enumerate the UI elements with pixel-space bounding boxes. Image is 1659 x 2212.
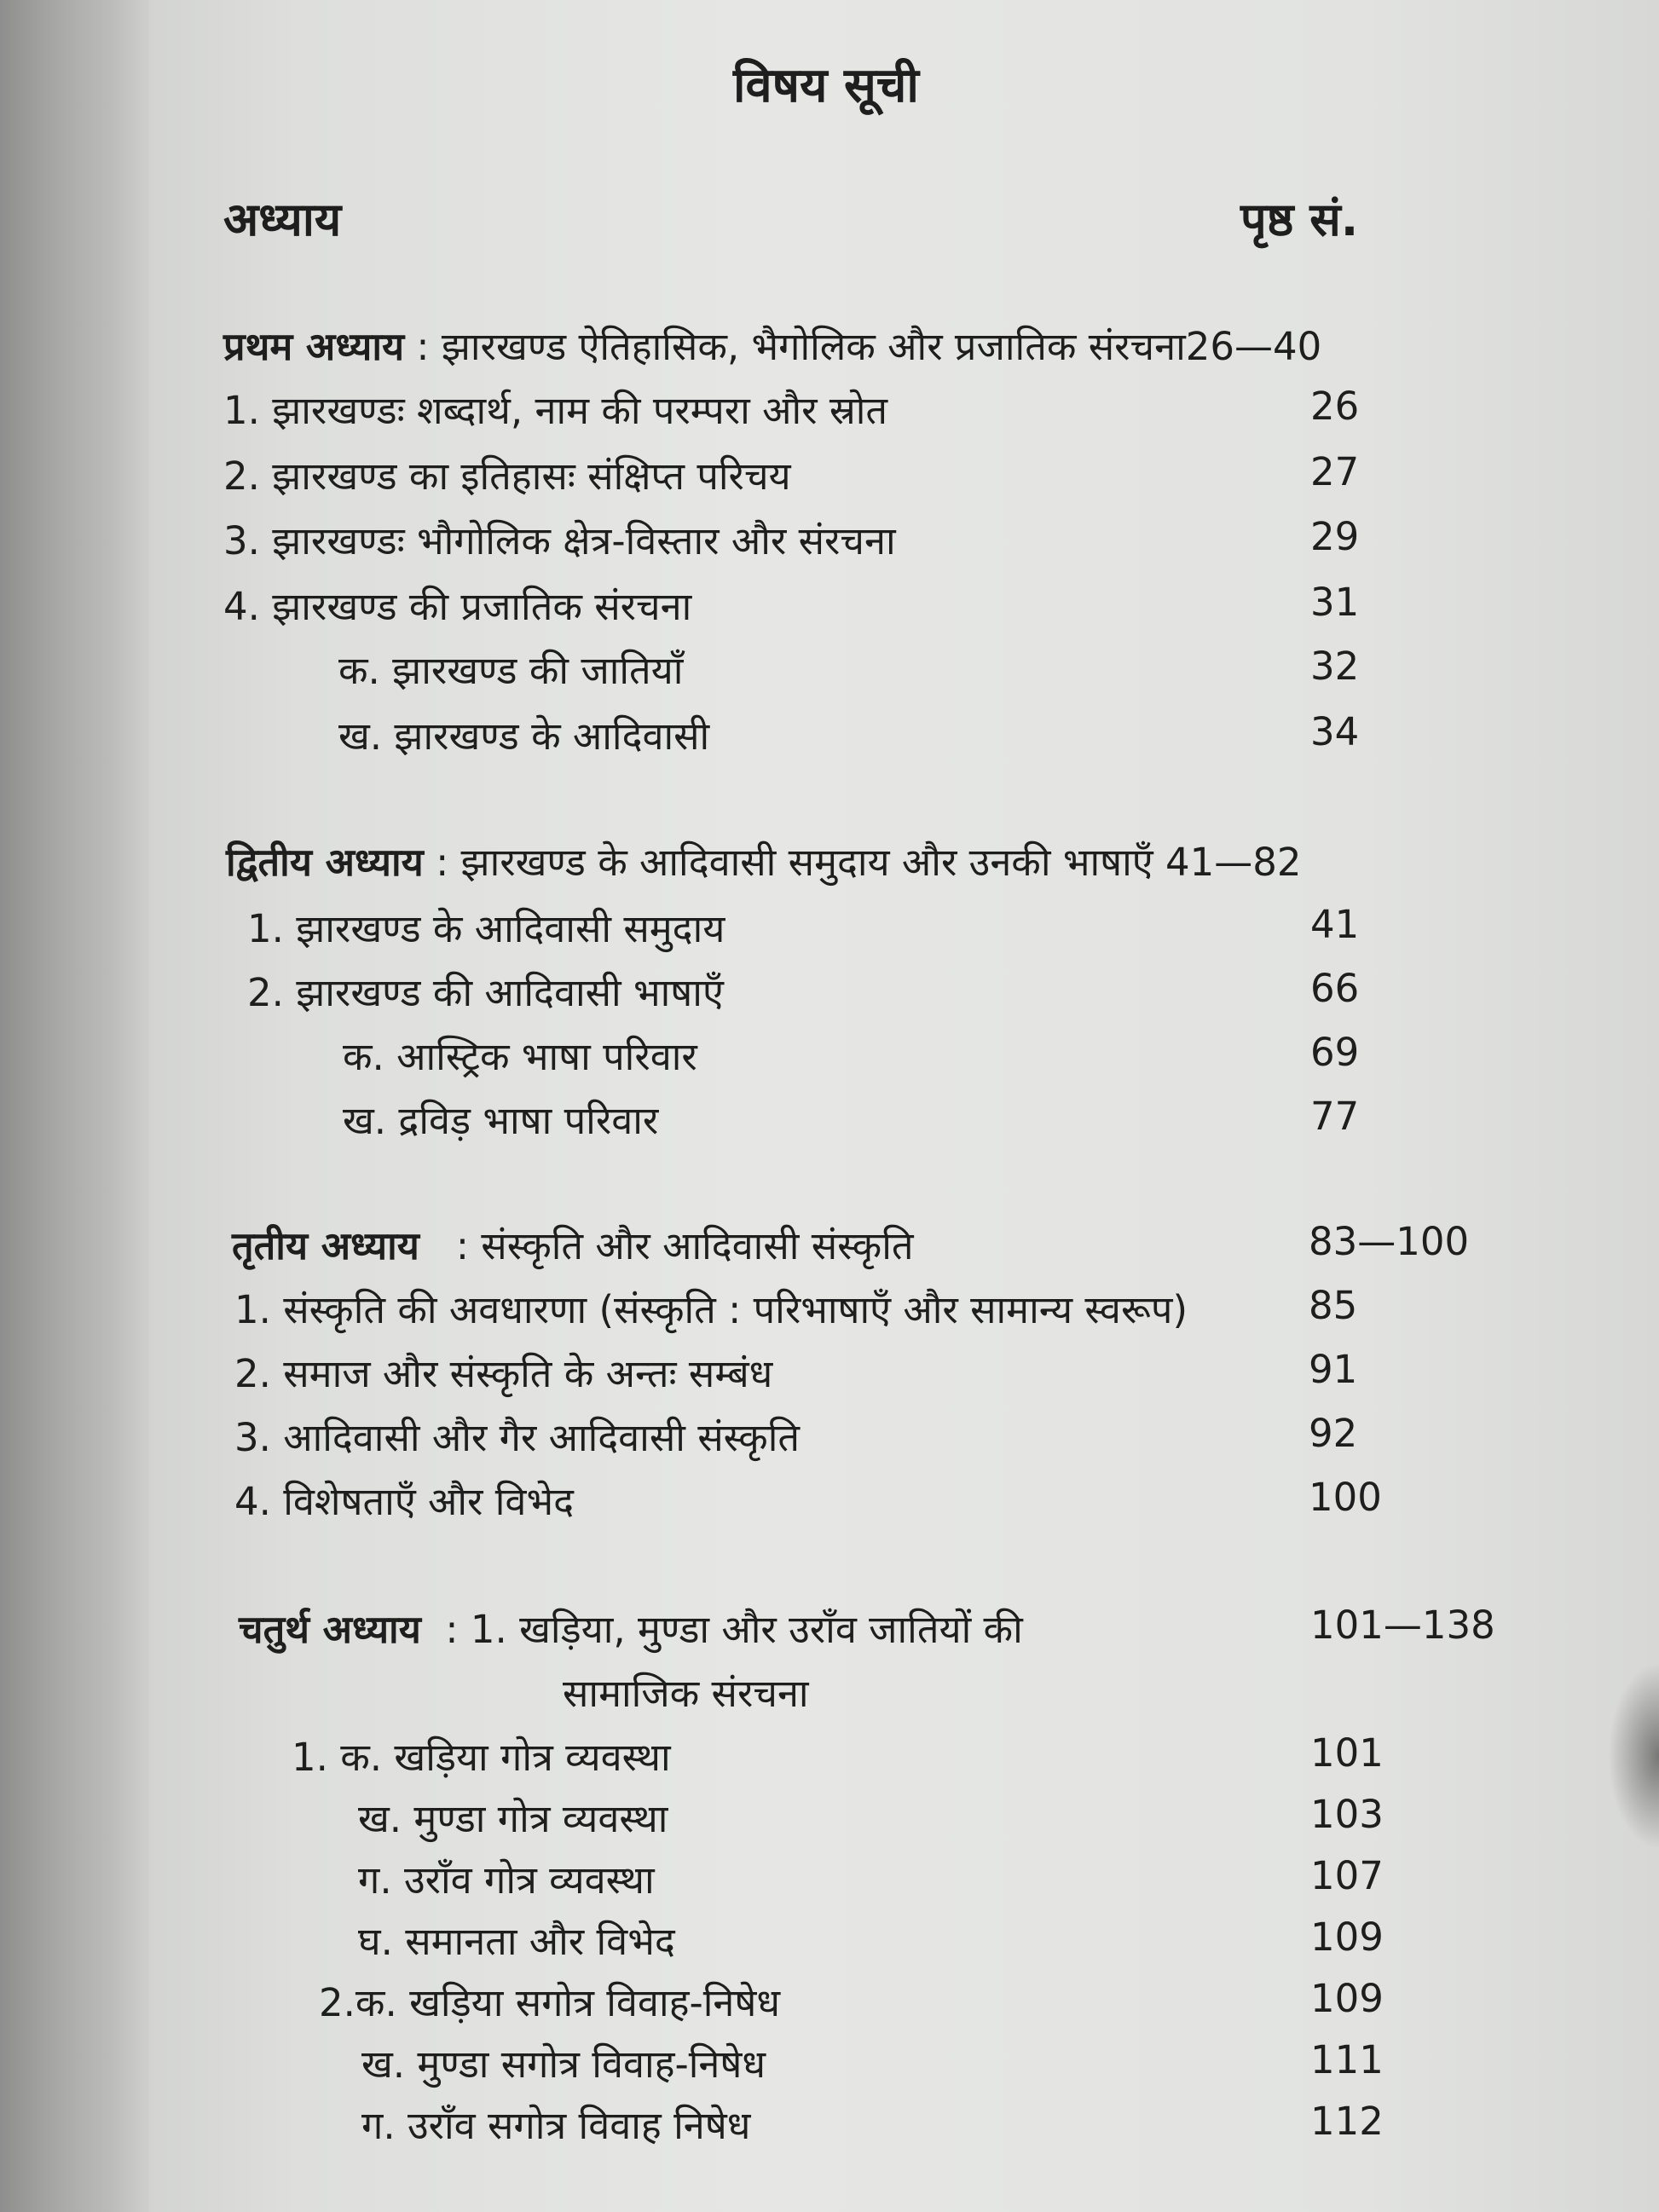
entry-text: 1. संस्कृति की अवधारणा (संस्कृति : परिभाषाएँ और सामान्य स्वरूप) [234,1287,1188,1332]
toc-entry [223,384,1417,435]
chapter-title: : 1. खड़िया, मुण्डा और उराँव जातियों की [445,1607,1023,1652]
toc-entry [223,514,1417,565]
chapter-title: : संस्कृति और आदिवासी संस्कृति [455,1223,914,1268]
entry-page: 112 [1310,2099,1384,2144]
entry-page: 107 [1310,1853,1384,1898]
entry-text: 3. झारखण्डः भौगोलिक क्षेत्र-विस्तार और संरचना [223,518,896,563]
entry-text: ग. उराँव गोत्र व्यवस्था [358,1857,655,1903]
entry-page: 101 [1310,1730,1384,1776]
toc-entry [247,1030,1441,1081]
entry-page: 29 [1310,514,1360,559]
chapter-heading-continued [563,1666,1159,1718]
chapter-heading [226,835,1488,887]
chapter-label: तृतीय अध्याय [232,1223,419,1268]
entry-text: 1. झारखण्डः शब्दार्थ, नाम की परम्परा और स्रोत [223,388,887,433]
toc-entry [247,966,1441,1017]
toc-entry [234,1347,1471,1398]
chapter-pages: 41—82 [1165,840,1302,885]
finger-shadow [1608,1662,1659,1850]
entry-text: क. झारखण्ड की जातियाँ [338,648,684,693]
entry-text: 1. क. खड़िया गोत्र व्यवस्था [292,1735,671,1780]
toc-entry [292,1792,1468,1843]
entry-page: 32 [1310,644,1360,689]
chapter-title-line2: सामाजिक संरचना [563,1671,809,1716]
entry-page: 77 [1310,1094,1360,1139]
chapter-pages: 101—138 [1310,1603,1495,1648]
chapter-label: द्वितीय अध्याय [226,840,424,885]
entry-page: 109 [1310,1915,1384,1960]
entry-text: 1. झारखण्ड के आदिवासी समुदाय [247,906,725,951]
entry-text: 2. झारखण्ड का इतिहासः संक्षिप्त परिचय [223,453,791,499]
entry-page: 92 [1309,1411,1358,1456]
toc-entry [292,2099,1468,2150]
entry-text: 3. आदिवासी और गैर आदिवासी संस्कृति [234,1415,801,1460]
chapter-pages: 83—100 [1309,1219,1470,1264]
entry-page: 69 [1310,1030,1360,1075]
entry-page: 41 [1310,902,1360,947]
toc-entry [223,449,1417,500]
entry-text: 4. विशेषताएँ और विभेद [234,1479,574,1524]
toc-entry [234,1475,1471,1526]
entry-page: 34 [1310,709,1360,754]
toc-entry [292,1730,1468,1782]
entry-page: 103 [1310,1792,1384,1837]
entry-text: 2. झारखण्ड की आदिवासी भाषाएँ [247,970,724,1015]
chapter-label: चतुर्थ अध्याय [239,1607,421,1652]
entry-page: 85 [1309,1283,1358,1328]
entry-page: 109 [1310,1976,1384,2021]
toc-entry [223,580,1417,631]
chapter-heading [232,1219,1494,1270]
entry-text: क. आस्ट्रिक भाषा परिवार [343,1034,697,1079]
chapter-column-header: अध्याय [223,193,342,246]
entry-page: 100 [1309,1475,1382,1520]
entry-text: घ. समानता और विभेद [358,1919,675,1964]
entry-page: 66 [1310,966,1360,1011]
book-spine [0,0,149,2212]
entry-text: ग. उराँव सगोत्र विवाह निषेध [361,2103,751,2148]
toc-entry [223,709,1417,760]
entry-text: ख. झारखण्ड के आदिवासी [338,713,710,759]
entry-page: 31 [1310,580,1360,625]
entry-text: ख. मुण्डा गोत्र व्यवस्था [358,1796,668,1841]
page-column-header: पृष्ठ सं. [1240,193,1359,246]
toc-entry [292,1915,1468,1966]
page-title: विषय सूची [733,58,919,113]
chapter-label: प्रथम अध्याय [223,324,405,369]
chapter-heading [223,320,1468,371]
entry-text: ख. द्रविड़ भाषा परिवार [343,1098,659,1143]
toc-entry [247,902,1441,953]
toc-entry [234,1283,1471,1334]
chapter-title: : झारखण्ड के आदिवासी समुदाय और उनकी भाषाएँ [436,840,1153,885]
toc-entry [292,2037,1468,2088]
entry-page: 111 [1310,2037,1384,2082]
entry-text: 2.क. खड़िया सगोत्र विवाह-निषेध [319,1980,781,2025]
entry-page: 26 [1310,384,1360,429]
toc-entry [223,644,1417,695]
entry-text: 4. झारखण्ड की प्रजातिक संरचना [223,584,692,629]
entry-page: 27 [1310,449,1360,494]
toc-entry [234,1411,1471,1462]
entry-text: ख. मुण्डा सगोत्र विवाह-निषेध [361,2042,766,2087]
chapter-pages: 26—40 [1185,324,1322,369]
toc-entry [292,1976,1468,2027]
chapter-heading [239,1603,1495,1654]
toc-entry [292,1853,1468,1904]
entry-text: 2. समाज और संस्कृति के अन्तः सम्बंध [234,1351,773,1396]
entry-page: 91 [1309,1347,1358,1392]
chapter-title: : झारखण्ड ऐतिहासिक, भैगोलिक और प्रजातिक संरचना [416,324,1186,369]
toc-entry [247,1094,1441,1145]
